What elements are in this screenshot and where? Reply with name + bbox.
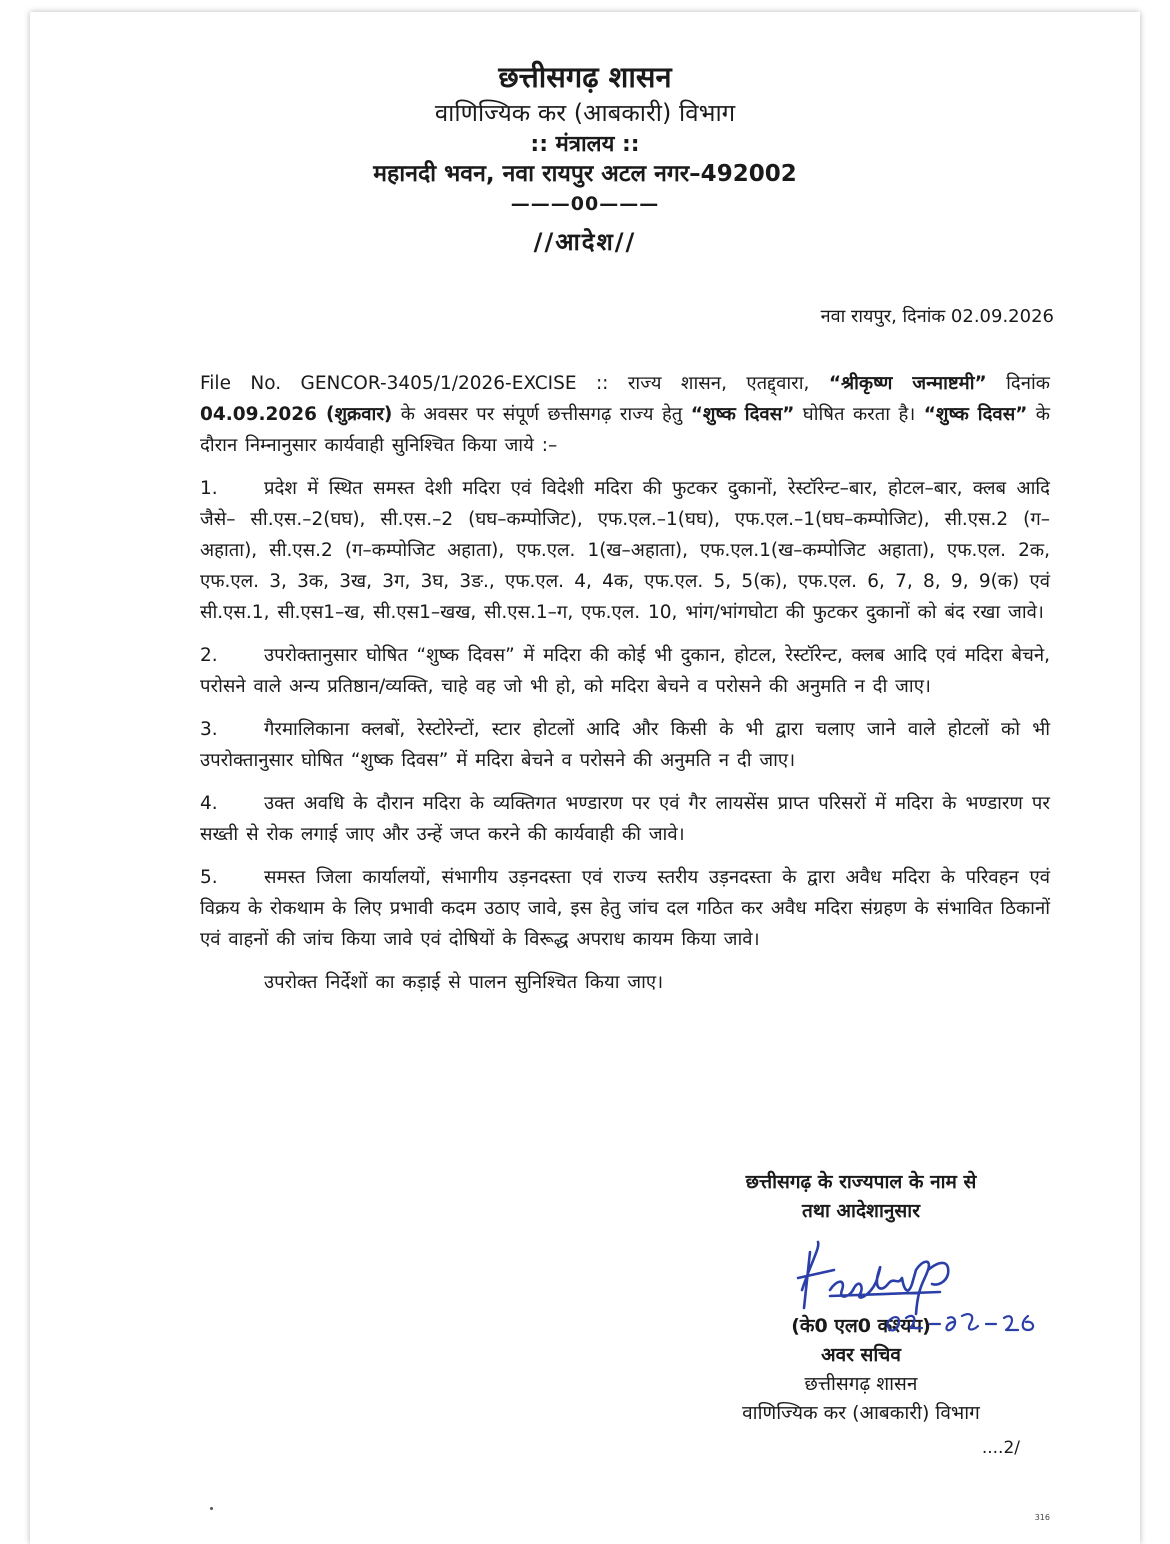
intro-part1: File No. GENCOR-3405/1/2026-EXCISE :: राज्य शासन, एतद्द्वारा, <box>200 373 829 394</box>
order-title: //आदेश// <box>533 227 637 256</box>
point-number: 4. <box>200 793 218 814</box>
header-separator: ———00——— <box>510 193 660 216</box>
corner-mark: 316 <box>1034 1513 1050 1522</box>
festival-name: “श्रीकृष्ण जन्माष्टमी” <box>828 373 987 394</box>
signatory-govt: छत्तीसगढ़ शासन <box>804 1373 918 1395</box>
dry-day-label-1: “शुष्क दिवस” <box>690 404 795 425</box>
point-item <box>200 473 1050 628</box>
department-title: वाणिज्यिक कर (आबकारी) विभाग <box>434 99 736 128</box>
point-item <box>200 862 1050 955</box>
scan-speck <box>210 1507 213 1510</box>
authority-line-2: तथा आदेशानुसार <box>802 1200 920 1222</box>
point-text: गैरमालिकाना क्लबों, रेस्टोरेन्टों, स्टार होटलों आदि और किसी के भी द्वारा चलाए जाने वाले होटलों को भी उपरोक्तानुसार घोषित “शुष्क दिवस” में मदिरा बेचने व परोसने की अनुमति न दी जाए। <box>200 719 1050 771</box>
address-line: महानदी भवन, नवा रायपुर अटल नगर–492002 <box>373 161 797 188</box>
dry-day-date: 04.09.2026 (शुक्रवार) <box>200 404 393 425</box>
point-item <box>200 714 1050 776</box>
intro-part2: दिनांक <box>986 373 1051 394</box>
signature-date-stroke <box>888 1314 1033 1330</box>
signatory-department: वाणिज्यिक कर (आबकारी) विभाग <box>742 1402 980 1424</box>
signatory-designation: अवर सचिव <box>821 1344 901 1366</box>
point-item <box>200 788 1050 850</box>
point-text: प्रदेश में स्थित समस्त देशी मदिरा एवं विदेशी मदिरा की फुटकर दुकानों, रेस्टॉरेन्ट–बार, होटल–बार, क्लब आदि जैसे– सी.एस.–2(घघ), सी.एस.–2 (घघ–कम्पोजिट), एफ.एल.–1(घघ), एफ.एल.–1(घघ–कम्पोजिट), सी.एस.2 (ग–अहाता), सी.एस.2 (ग–कम्पोजिट अहाता), एफ.एल. 1(ख–अहाता), एफ.एल.1(ख–कम्पोजिट अहाता), एफ.एल. 2क, एफ.एल. 3, 3क, 3ख, 3ग, 3घ, 3ङ., एफ.एल. 4, 4क, एफ.एल. 5, 5(क), एफ.एल. 6, 7, 8, 9, 9(क) एवं सी.एस.1, सी.एस1–ख, सी.एस1–खख, सी.एस.1–ग, एफ.एल. 10, भांग/भांगघोटा की फुटकर दुकानों को बंद रखा जावे। <box>200 478 1050 623</box>
signatory-name: (के0 एल0 कश्यप) <box>791 1315 931 1337</box>
govt-title: छत्तीसगढ़ शासन <box>498 60 672 94</box>
document-page <box>30 12 1140 1544</box>
signature-strokes <box>798 1242 1033 1330</box>
point-number: 1. <box>200 478 218 499</box>
mantralaya-label: :: मंत्रालय :: <box>530 131 640 157</box>
page-continuation: ....2/ <box>981 1438 1020 1458</box>
letterhead <box>30 58 1140 258</box>
point-item <box>200 640 1050 702</box>
point-number: 3. <box>200 719 218 740</box>
signature-name-stroke <box>798 1242 948 1314</box>
intro-paragraph <box>200 368 1050 461</box>
order-body <box>200 368 1050 1010</box>
point-number: 2. <box>200 645 218 666</box>
dry-day-label-2: “शुष्क दिवस” <box>923 404 1028 425</box>
point-number: 5. <box>200 867 218 888</box>
point-text: उपरोक्तानुसार घोषित “शुष्क दिवस” में मदिरा की कोई भी दुकान, होटल, रेस्टॉरेन्ट, क्लब आदि एवं मदिरा बेचने, परोसने वाले अन्य प्रतिष्ठान/व्यक्ति, चाहे वह जो भी हो, को मदिरा बेचने व परोसने की अनुमति न दी जाए। <box>200 645 1050 697</box>
point-text: समस्त जिला कार्यालयों, संभागीय उड़नदस्ता एवं राज्य स्तरीय उड़नदस्ता के द्वारा अवैध मदिरा के परिवहन एवं विक्रय के रोकथाम के लिए प्रभावी कदम उठाए जावे, इस हेतु जांच दल गठित कर अवैध मदिरा संग्रहण के संभावित ठिकानों एवं वाहनों की जांच किया जावे एवं दोषियों के विरूद्ध अपराध कायम किया जावे। <box>200 867 1050 950</box>
intro-part5: के दौरान निम्नानुसार कार्यवाही सुनिश्चित किया जाये :– <box>200 404 1050 456</box>
point-text: उक्त अवधि के दौरान मदिरा के व्यक्तिगत भण्डारण पर एवं गैर लायसेंस प्राप्त परिसरों में मदिरा के भण्डारण पर सख्ती से रोक लगाई जाए और उन्हें जप्त करने की कार्यवाही की जावे। <box>200 793 1050 845</box>
intro-part4: घोषित करता है। <box>794 404 924 425</box>
dateline: नवा रायपुर, दिनांक 02.09.2026 <box>820 306 1054 327</box>
intro-part3: के अवसर पर संपूर्ण छत्तीसगढ़ राज्य हेतु <box>392 404 691 425</box>
handwritten-signature <box>790 1230 1050 1340</box>
authority-line-1: छत्तीसगढ़ के राज्यपाल के नाम से <box>745 1171 977 1193</box>
closing-instruction: उपरोक्त निर्देशों का कड़ाई से पालन सुनिश्चित किया जाए। <box>264 972 664 993</box>
